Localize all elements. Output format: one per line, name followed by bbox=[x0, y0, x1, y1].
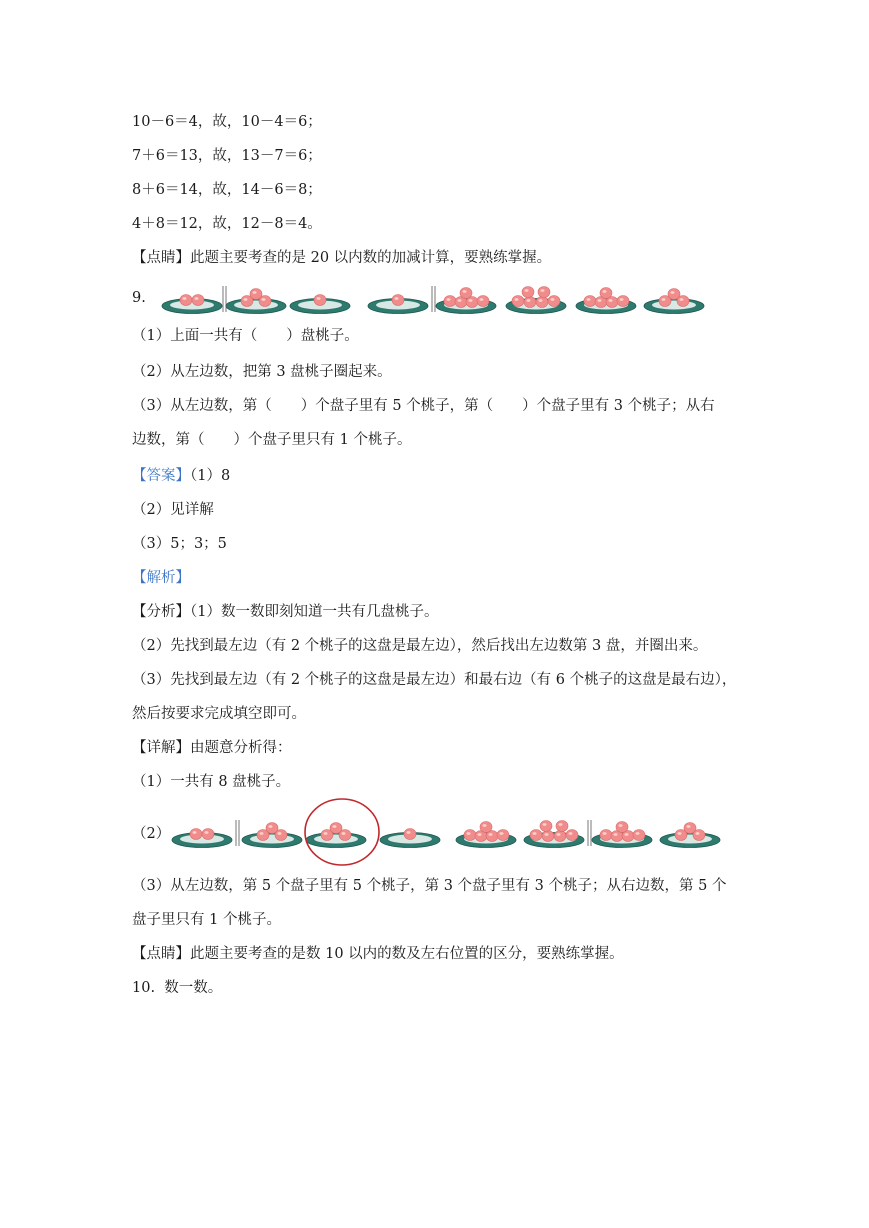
peach-icon bbox=[180, 295, 192, 306]
peach-highlight bbox=[253, 291, 257, 294]
plate-center bbox=[234, 301, 278, 310]
peach-highlight bbox=[557, 833, 561, 836]
question-plates-row bbox=[160, 278, 730, 318]
plate-icon bbox=[506, 287, 566, 314]
detail-line: 盘子里只有 1 个桃子。 bbox=[132, 912, 281, 928]
peach-highlight bbox=[539, 299, 543, 302]
plate-icon bbox=[368, 295, 428, 314]
peach-highlight bbox=[469, 299, 473, 302]
peach-highlight bbox=[619, 824, 623, 827]
peach-highlight bbox=[463, 290, 467, 293]
peach-highlight bbox=[587, 298, 591, 301]
fenxi-text: （1）数一数即刻知道一共有几盘桃子。 bbox=[190, 604, 439, 620]
plate-icon bbox=[660, 823, 720, 848]
peach-icon bbox=[616, 822, 628, 833]
peach-highlight bbox=[598, 299, 602, 302]
peach-icon bbox=[444, 296, 456, 307]
peach-highlight bbox=[205, 831, 209, 834]
peach-icon bbox=[190, 829, 202, 840]
peach-icon bbox=[542, 831, 554, 842]
peach-highlight bbox=[478, 833, 482, 836]
detail-tag: 【详解】 bbox=[132, 740, 190, 756]
plate-center bbox=[668, 835, 712, 844]
analysis-tag: 【解析】 bbox=[132, 570, 190, 586]
peach-highlight bbox=[183, 297, 187, 300]
answer-plates-row bbox=[170, 812, 730, 852]
peach-icon bbox=[464, 830, 476, 841]
peach-highlight bbox=[569, 832, 573, 835]
peach-highlight bbox=[395, 297, 399, 300]
peach-highlight bbox=[244, 298, 248, 301]
peach-highlight bbox=[483, 824, 487, 827]
peach-highlight bbox=[458, 299, 462, 302]
peach-icon bbox=[584, 296, 596, 307]
peach-icon bbox=[524, 297, 536, 308]
peach-icon bbox=[556, 821, 568, 832]
peach-highlight bbox=[671, 291, 675, 294]
peach-highlight bbox=[525, 289, 529, 292]
peach-highlight bbox=[269, 825, 273, 828]
peach-icon bbox=[250, 289, 262, 300]
note-tag: 【点睛】 bbox=[132, 946, 190, 962]
plate-icon bbox=[162, 295, 222, 314]
detail-label: （2） bbox=[132, 826, 171, 842]
peach-highlight bbox=[636, 832, 640, 835]
peach-highlight bbox=[193, 831, 197, 834]
peach-icon bbox=[202, 829, 214, 840]
plate-icon bbox=[436, 288, 496, 314]
peach-highlight bbox=[500, 832, 504, 835]
peach-highlight bbox=[515, 298, 519, 301]
peach-icon bbox=[192, 295, 204, 306]
plate-icon bbox=[242, 823, 302, 848]
plate-center bbox=[250, 835, 294, 844]
answer-circle-mark bbox=[300, 796, 384, 868]
peach-highlight bbox=[447, 298, 451, 301]
detail-line bbox=[132, 738, 292, 758]
peach-highlight bbox=[609, 299, 613, 302]
peach-icon bbox=[530, 830, 542, 841]
peach-highlight bbox=[195, 297, 199, 300]
answer-tag: 【答案】 bbox=[132, 468, 190, 484]
peach-highlight bbox=[680, 298, 684, 301]
peach-highlight bbox=[278, 832, 282, 835]
equation-line: 7＋6＝13，故，13－7＝6； bbox=[132, 148, 322, 164]
peach-icon bbox=[684, 823, 696, 834]
analysis-line: （2）先找到最左边（有 2 个桃子的这盘是最左边），然后找出左边数第 3 盘，并圈出来。 bbox=[132, 638, 708, 654]
peach-highlight bbox=[545, 833, 549, 836]
peach-icon bbox=[314, 295, 326, 306]
peach-icon bbox=[548, 296, 560, 307]
plate-icon bbox=[524, 821, 584, 848]
peach-icon bbox=[480, 822, 492, 833]
peach-highlight bbox=[678, 832, 682, 835]
peach-icon bbox=[536, 297, 548, 308]
plate-icon bbox=[226, 289, 286, 314]
peach-plates-figure bbox=[160, 278, 730, 318]
peach-highlight bbox=[543, 823, 547, 826]
peach-icon bbox=[633, 830, 645, 841]
peach-highlight bbox=[620, 298, 624, 301]
question-part: （3）从左边数，第（ ）个盘子里有 5 个桃子，第（ ）个盘子里有 3 个桃子；从右 bbox=[132, 398, 715, 414]
peach-highlight bbox=[687, 825, 691, 828]
plate-icon bbox=[172, 829, 232, 848]
peach-highlight bbox=[614, 833, 618, 836]
peach-highlight bbox=[559, 823, 563, 826]
peach-icon bbox=[404, 829, 416, 840]
peach-icon bbox=[617, 296, 629, 307]
question-number: 10. 数一数。 bbox=[132, 980, 223, 996]
peach-highlight bbox=[625, 833, 629, 836]
peach-icon bbox=[512, 296, 524, 307]
analysis-line: （3）先找到最左边（有 2 个桃子的这盘是最左边）和最右边（有 6 个桃子的这盘是最右边）， bbox=[132, 672, 737, 688]
peach-highlight bbox=[317, 297, 321, 300]
plate-icon bbox=[592, 822, 652, 848]
peach-highlight bbox=[662, 298, 666, 301]
peach-highlight bbox=[467, 832, 471, 835]
peach-highlight bbox=[541, 289, 545, 292]
question-number: 9. bbox=[132, 290, 146, 306]
peach-icon bbox=[538, 287, 550, 298]
fenxi-tag: 【分析】 bbox=[132, 604, 190, 620]
peach-highlight bbox=[603, 290, 607, 293]
answer-line bbox=[132, 466, 230, 486]
peach-icon bbox=[600, 288, 612, 299]
peach-highlight bbox=[260, 832, 264, 835]
peach-highlight bbox=[407, 831, 411, 834]
note-tag: 【点睛】 bbox=[132, 250, 190, 266]
analysis-line bbox=[132, 602, 438, 622]
peach-highlight bbox=[489, 833, 493, 836]
equation-line: 10－6＝4，故，10－4＝6； bbox=[132, 114, 322, 130]
peach-plates-answer-figure bbox=[170, 812, 730, 852]
peach-highlight bbox=[480, 298, 484, 301]
note-text: 此题主要考查的是 20 以内数的加减计算，要熟练掌握。 bbox=[190, 250, 552, 266]
peach-highlight bbox=[551, 298, 555, 301]
plate-icon bbox=[290, 295, 350, 314]
peach-icon bbox=[522, 287, 534, 298]
plate-icon bbox=[380, 829, 440, 848]
peach-icon bbox=[540, 821, 552, 832]
peach-highlight bbox=[533, 832, 537, 835]
equation-line: 4＋8＝12，故，12－8＝4。 bbox=[132, 216, 322, 232]
equation-line: 8＋6＝14，故，14－6＝8； bbox=[132, 182, 322, 198]
plate-icon bbox=[576, 288, 636, 314]
answer-line: （3）5；3；5 bbox=[132, 536, 227, 552]
peach-icon bbox=[477, 296, 489, 307]
peach-highlight bbox=[603, 832, 607, 835]
peach-icon bbox=[566, 830, 578, 841]
peach-icon bbox=[554, 831, 566, 842]
note-line bbox=[132, 248, 551, 268]
plate-center bbox=[170, 301, 214, 310]
peach-icon bbox=[266, 823, 278, 834]
peach-icon bbox=[392, 295, 404, 306]
question-part: （2）从左边数，把第 3 盘桃子圈起来。 bbox=[132, 364, 392, 380]
detail-intro: 由题意分析得： bbox=[190, 740, 292, 756]
peach-icon bbox=[460, 288, 472, 299]
detail-line: （3）从左边数，第 5 个盘子里有 5 个桃子，第 3 个盘子里有 3 个桃子；从右边数，第 5 个 bbox=[132, 878, 727, 894]
plate-center bbox=[180, 835, 224, 844]
question-part: 边数，第（ ）个盘子里只有 1 个桃子。 bbox=[132, 432, 412, 448]
peach-icon bbox=[600, 830, 612, 841]
peach-icon bbox=[497, 830, 509, 841]
plate-icon bbox=[644, 289, 704, 314]
peach-highlight bbox=[527, 299, 531, 302]
note-line bbox=[132, 944, 624, 964]
plate-center bbox=[652, 301, 696, 310]
question-part: （1）上面一共有（ ）盘桃子。 bbox=[132, 328, 359, 344]
detail-line: （1）一共有 8 盘桃子。 bbox=[132, 774, 291, 790]
answer-line: （2）见详解 bbox=[132, 502, 214, 518]
note-text: 此题主要考查的是数 10 以内的数及左右位置的区分，要熟练掌握。 bbox=[190, 946, 624, 962]
peach-icon bbox=[668, 289, 680, 300]
plate-icon bbox=[456, 822, 516, 848]
peach-highlight bbox=[696, 832, 700, 835]
peach-highlight bbox=[262, 298, 266, 301]
analysis-line: 然后按要求完成填空即可。 bbox=[132, 706, 306, 722]
answer-text: （1）8 bbox=[190, 468, 231, 484]
